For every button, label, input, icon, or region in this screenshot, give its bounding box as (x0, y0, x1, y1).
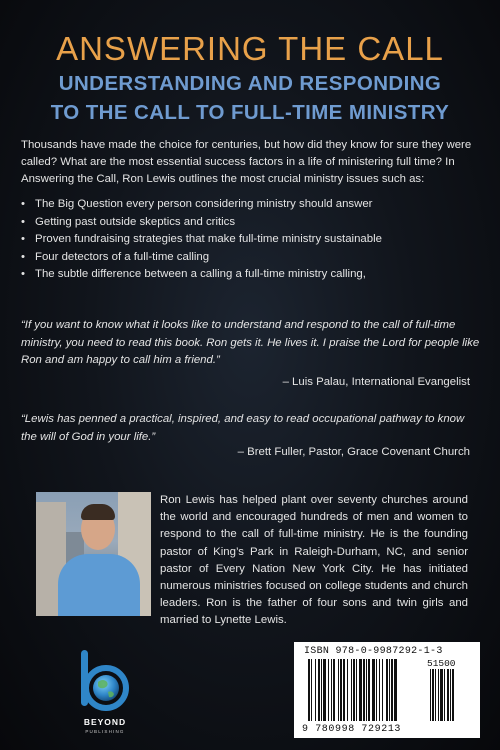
publisher-name: BEYOND (83, 717, 127, 727)
isbn-barcode (294, 642, 480, 738)
author-photo (36, 492, 151, 616)
publisher-subtitle: PUBLISHING (85, 729, 125, 734)
price-code: 51500 (427, 658, 456, 669)
list-item: • Getting past outside skeptics and critics (21, 214, 483, 232)
author-bio: Ron Lewis has helped plant over seventy churches around the world and encouraged hundreds of men and women to respond to the call of full-time ministry. He is the founding pastor of King’s Park in Raleigh-Durham, NC, and senior pastor of Every Nation New York City. He has initiated numerous ministries focused on college students and church leaders. Ron is the father of four sons and twin girls and married to Lynette Lewis. (160, 494, 468, 627)
book-title: ANSWERING THE CALL (56, 30, 444, 67)
feature-list (21, 196, 483, 284)
barcode-digits: 9 780998 729213 (302, 724, 402, 735)
list-item: • The subtle difference between a calling a full-time ministry calling, (21, 266, 483, 284)
book-subtitle (0, 69, 500, 127)
endorsement-quote-2: “Lewis has penned a practical, inspired, and easy to read occupational pathway to know the will of God in your life.” (21, 413, 465, 443)
list-item: • The Big Question every person considering ministry should answer (21, 196, 483, 214)
list-item: • Four detectors of a full-time calling (21, 249, 483, 267)
intro-paragraph: Thousands have made the choice for centuries, but how did they know for sure they were called? What are the most essential success factors in a life of ministering full time? In Answering the Call, Ron Lewis outlines the most crucial ministry issues such as: (21, 139, 472, 185)
barcode-bars (308, 659, 468, 725)
list-item: • Proven fundraising strategies that make full-time ministry sustainable (21, 231, 483, 249)
subtitle-line-2: TO THE CALL TO FULL-TIME MINISTRY (50, 101, 450, 124)
isbn-label: ISBN 978-0-9987292-1-3 (304, 646, 443, 657)
subtitle-line-1: UNDERSTANDING AND RESPONDING (58, 72, 442, 95)
endorsement-attribution-1: – Luis Palau, International Evangelist (282, 376, 470, 388)
endorsement-attribution-2: – Brett Fuller, Pastor, Grace Covenant Church (237, 446, 470, 458)
endorsement-quote-1: “If you want to know what it looks like to understand and respond to the call of full-time ministry, you need to read this book. Ron gets it. He lives it. I praise the Lord for people like Ron and am happy to call him a friend.” (21, 319, 480, 366)
